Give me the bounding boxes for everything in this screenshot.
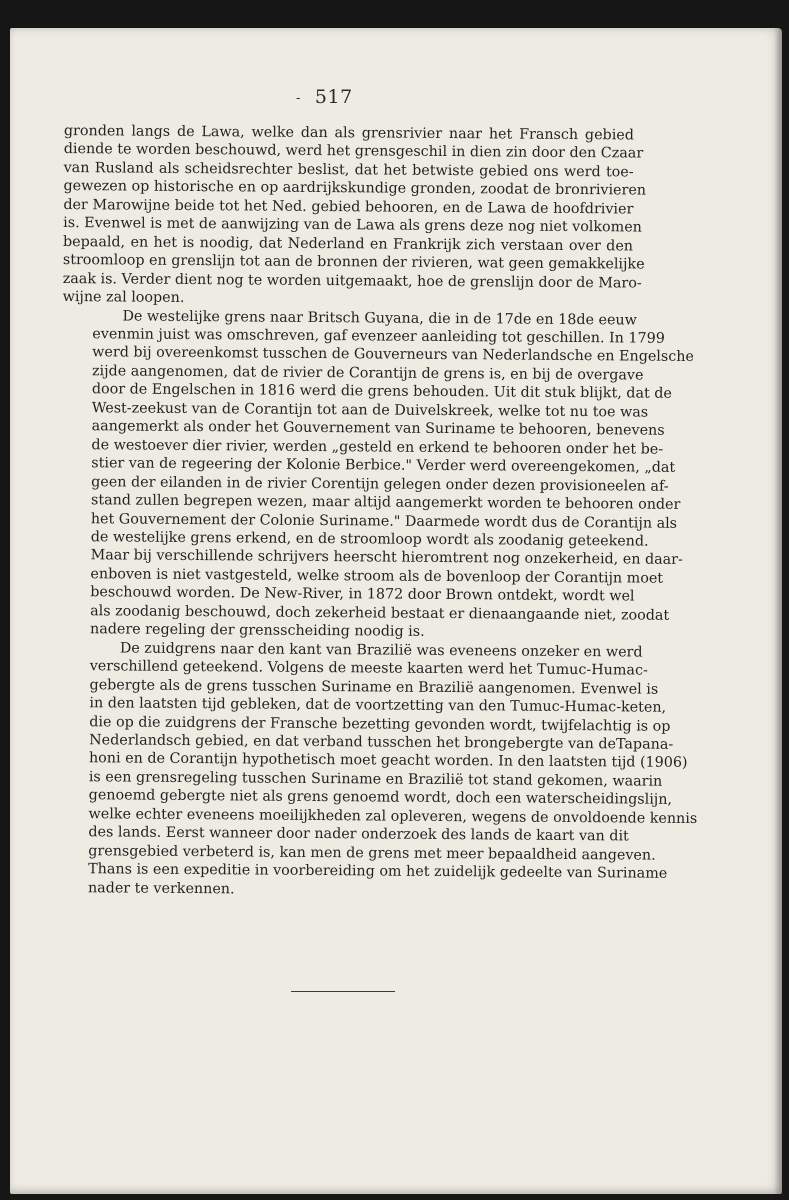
paragraph xyxy=(62,122,647,311)
text-line: diende te worden beschouwd, werd het grensgeschil in dien zin door den Czaar xyxy=(63,141,644,163)
text-line: nadere regeling der grensscheiding noodig is. xyxy=(89,621,425,641)
body-text xyxy=(58,122,698,901)
text-line: die op die zuidgrens der Fransche bezetting gevonden wordt, twijfelachtig is op xyxy=(89,713,671,735)
text-line: stroomloop en grenslijn tot aan de bronnen der rivieren, wat geen gemakkelijke xyxy=(62,252,645,273)
text-line: welke echter eveneens moeilijkheden zal opleveren, wegens de onvoldoende kennis xyxy=(88,805,698,827)
page-number-value: 517 xyxy=(314,86,353,108)
text-line: is. Evenwel is met de aanwijzing van de Lawa als grens deze nog niet volkomen xyxy=(63,215,642,236)
text-line: West-zeekust van de Corantijn tot aan de Duivelskreek, welke tot nu toe was xyxy=(91,400,649,421)
text-line: is een grensregeling tusschen Suriname en Brazilië tot stand gekomen, waarin xyxy=(88,769,663,790)
text-line: enboven is niet vastgesteld, welke stroom als de bovenloop der Corantijn moet xyxy=(90,566,664,587)
text-line: werd bij overeenkomst tusschen de Gouverneurs van Nederlandsche en Engelsche xyxy=(92,344,694,366)
text-line: evenmin juist was omschreven, gaf evenzeer aanleiding tot geschillen. In 1799 xyxy=(92,326,665,347)
text-line: honi en de Corantijn hypothetisch moet geacht worden. In den laatsten tijd (1906) xyxy=(88,750,688,772)
text-line: van Rusland als scheidsrechter beslist, dat het betwiste gebied ons werd toe- xyxy=(63,159,634,181)
text-line: geen der eilanden in de rivier Corentijn gelegen onder dezen provisioneelen af- xyxy=(91,473,669,495)
text-line: wijne zal loopen. xyxy=(62,289,185,307)
text-line: beschouwd worden. De New-River, in 1872 door Brown ontdekt, wordt wel xyxy=(90,584,635,605)
text-line: Maar bij verschillende schrijvers heerscht hieromtrent nog onzekerheid, en daar- xyxy=(90,547,683,569)
text-line: de westelijke grens erkend, en de stroomloop wordt als zoodanig geteekend. xyxy=(90,529,649,550)
text-line: de westoever dier rivier, werden „gesteld en erkend te behooren onder het be- xyxy=(91,436,664,458)
text-line: nader te verkennen. xyxy=(87,879,235,897)
text-line: stier van de regeering der Kolonie Berbice." Verder werd overeengekomen, „dat xyxy=(91,455,676,476)
text-line: bepaald, en het is noodig, dat Nederland en Frankrijk zich verstaan over den xyxy=(62,233,634,255)
text-line: gewezen op historische en op aardrijkskundige gronden, zoodat de bronrivieren xyxy=(63,178,647,199)
text-line: gronden langs de Lawa, welke dan als grensrivier naar het Fransch gebied xyxy=(63,122,634,144)
page-edge-shadow xyxy=(774,28,782,1194)
page-number xyxy=(296,86,353,108)
text-line: door de Engelschen in 1816 werd die grens behouden. Uit dit stuk blijkt, dat de xyxy=(91,381,672,403)
text-line: De zuidgrens naar den kant van Brazilië was eveneens onzeker en werd xyxy=(119,640,643,661)
text-line: in den laatsten tijd gebleken, dat de voortzetting van den Tumuc-Humac-keten, xyxy=(89,695,667,716)
text-line: als zoodanig beschouwd, doch zekerheid bestaat er dienaangaande niet, zoodat xyxy=(90,603,670,624)
text-line: stand zullen begrepen wezen, maar altijd aangemerkt worden te behooren onder xyxy=(90,492,681,513)
end-rule xyxy=(291,991,395,992)
text-line: het Gouvernement der Colonie Suriname." Daarmede wordt dus de Corantijn als xyxy=(90,510,678,532)
page-number-prefix: - xyxy=(296,90,301,106)
text-line: gebergte als de grens tusschen Suriname en Brazilië aangenomen. Evenwel is xyxy=(89,676,659,698)
paragraph xyxy=(60,307,694,644)
text-line: grensgebied verbeterd is, kan men de grens met meer bepaaldheid aangeven. xyxy=(88,842,656,864)
text-line: genoemd gebergte niet als grens genoemd wordt, doch een waterscheidingslijn, xyxy=(88,787,673,809)
paragraph xyxy=(58,639,698,902)
text-line: des lands. Eerst wanneer door nader onderzoek des lands de kaart van dit xyxy=(88,824,629,845)
text-line: zaak is. Verder dient nog te worden uitgemaakt, hoe de grenslijn door de Maro- xyxy=(62,270,642,292)
text-line: Nederlandsch gebied, en dat verband tusschen het brongebergte van deTapana- xyxy=(89,732,674,753)
text-line: der Marowijne beide tot het Ned. gebied behooren, en de Lawa de hoofdrivier xyxy=(63,196,634,218)
text-line: zijde aangenomen, dat de rivier de Corantijn de grens is, en bij de overgave xyxy=(91,363,644,384)
text-line: De westelijke grens naar Britsch Guyana, die in de 17de en 18de eeuw xyxy=(122,307,637,329)
text-line: verschillend geteekend. Volgens de meeste kaarten werd het Tumuc-Humac- xyxy=(89,658,648,679)
text-line: aangemerkt als onder het Gouvernement van Suriname te behooren, benevens xyxy=(91,418,665,439)
text-line: Thans is een expeditie in voorbereiding om het zuidelijk gedeelte van Suriname xyxy=(88,861,668,882)
